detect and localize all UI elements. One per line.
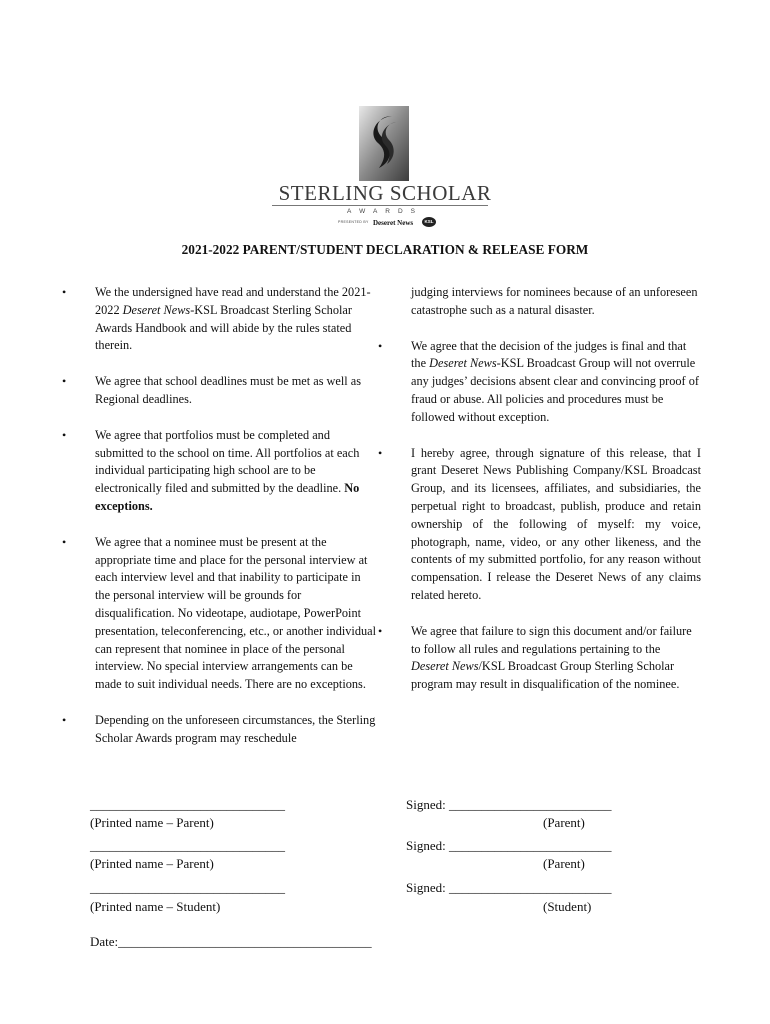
signed-parent-2-field[interactable]: Signed: _________________________: [406, 838, 612, 853]
list-item: • We agree that school deadlines must be met as well as Regional deadlines.: [95, 373, 377, 409]
sterling-scholar-logo-icon: [359, 106, 409, 181]
list-item-continued: judging interviews for nominees because of an unforeseen catastrophe such as a natural disaster.: [411, 285, 698, 317]
signed-parent-1-field[interactable]: Signed: _________________________: [406, 797, 612, 812]
printed-name-parent-2-field[interactable]: ______________________________: [90, 838, 285, 853]
signed-student-label: (Student): [543, 899, 592, 914]
signed-student-field[interactable]: Signed: _________________________: [406, 880, 612, 895]
list-item: • We the undersigned have read and understand the 2021-2022 Deseret News-KSL Broadcast Sterling Scholar Awards Handbook and will abide by the rules stated therein.: [95, 284, 377, 355]
ksl-logo-icon: KSL: [422, 217, 436, 227]
right-column: [411, 284, 701, 712]
signed-parent-label: (Parent): [543, 856, 585, 871]
list-item: • I hereby agree, through signature of this release, that I grant Deseret News Publishing Company/KSL Broadcast Group, and its licensees, affiliates, and subsidiaries, the perpetual right to broadcast, publish, produce and retain ownership of the following of myself: my voice, photograph, name, video, or any other likeness, and the contents of my submitted portfolio, for any reason without compensation. I release the Deseret News of any claims related hereto.: [411, 445, 701, 605]
printed-name-parent-label: (Printed name – Parent): [90, 856, 214, 871]
list-item: • We agree that portfolios must be completed and submitted to the school on time. All portfolios at each individual participating high school are to be electronically filed and submitted by the deadline. No exceptions.: [95, 427, 377, 516]
list-item: • We agree that a nominee must be present at the appropriate time and place for the personal interview at each interview level and that inability to participate in the personal interview will be grounds for disqualification. No videotape, audiotape, PowerPoint presentation, teleconferencing, etc., or another individual can represent that nominee in place of the personal interview. No special interview arrangements can be made to suit individual needs. There are no exceptions.: [95, 534, 377, 694]
logo-presented-by: PRESENTED BY: [338, 220, 369, 224]
logo-subtitle: AWARDS: [346, 208, 424, 215]
left-column: [95, 284, 377, 766]
printed-name-parent-1-field[interactable]: ______________________________: [90, 797, 285, 812]
printed-name-student-field[interactable]: ______________________________: [90, 880, 285, 895]
logo-title: STERLING SCHOLAR: [278, 181, 492, 205]
list-item: • Depending on the unforeseen circumstances, the Sterling Scholar Awards program may reschedule: [95, 712, 377, 748]
form-title: 2021-2022 PARENT/STUDENT DECLARATION & RELEASE FORM: [181, 242, 589, 257]
logo-sponsor: Deseret News: [373, 219, 414, 227]
signed-parent-label: (Parent): [543, 815, 585, 830]
list-item: • We agree that the decision of the judges is final and that the Deseret News-KSL Broadcast Group will not overrule any judges’ decisions absent clear and convincing proof of fraud or abuse. All policies and procedures must be followed without exception.: [411, 338, 701, 427]
printed-name-student-label: (Printed name – Student): [90, 899, 221, 914]
date-field[interactable]: Date:_______________________________________: [90, 934, 372, 949]
logo-divider: [272, 205, 488, 206]
list-item: • We agree that failure to sign this document and/or failure to follow all rules and regulations pertaining to the Deseret News/KSL Broadcast Group Sterling Scholar program may result in disqualification of the nominee.: [411, 623, 701, 694]
printed-name-parent-label: (Printed name – Parent): [90, 815, 214, 830]
